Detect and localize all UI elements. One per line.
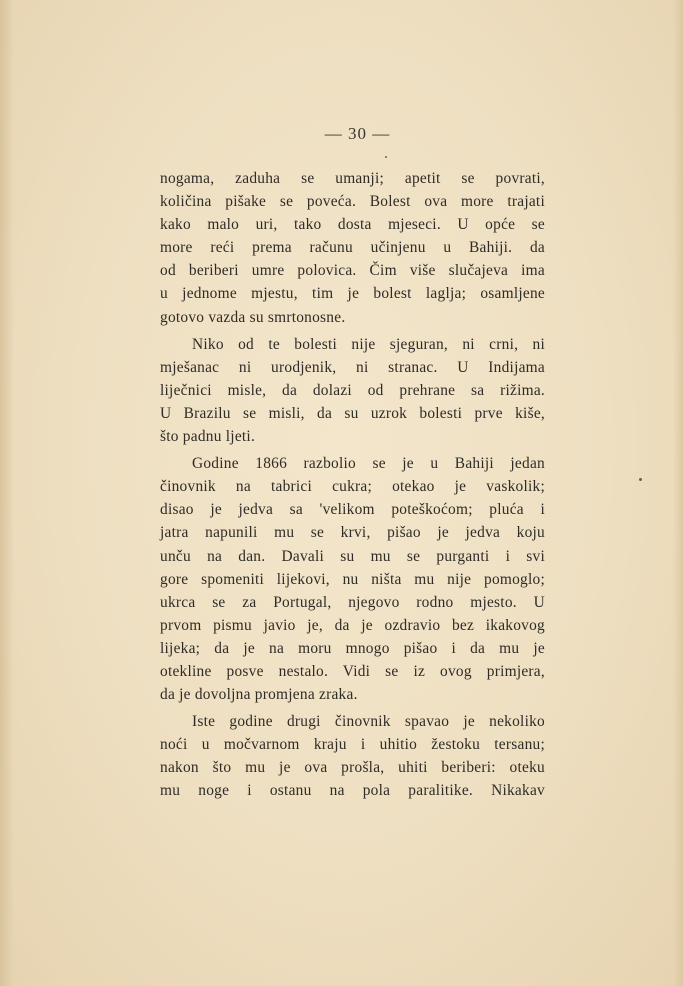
text-line: u jednome mjestu, tim je bolest laglja; osamljene [160, 285, 545, 303]
text-line: otekline posve nestalo. Vidi se iz ovog primjera, [160, 662, 545, 680]
text-line: da je dovoljna promjena zraka. [160, 686, 358, 704]
text-line: što padnu ljeti. [160, 428, 256, 446]
text-line: U Brazilu se misli, da su uzrok bolesti prve kiše, [160, 404, 545, 422]
text-line: nakon što mu je ova prošla, uhiti beriberi: oteku [160, 759, 545, 777]
page-edge-shadow-right [673, 0, 683, 986]
text-line: ukrca se za Portugal, njegovo rodno mjesto. U [160, 593, 545, 611]
text-line: prvom pismu javio je, da je ozdravio bez ikakovog [160, 616, 545, 634]
text-line: od beriberi umre polovica. Čim više slučajeva ima [160, 262, 545, 280]
paper-speck [639, 478, 642, 481]
paragraph-4 [160, 710, 545, 802]
text-line: jatra napunili mu se krvi, pišao je jedva koju [160, 524, 545, 542]
text-line: gotovo vazda su smrtonosne. [160, 308, 346, 326]
text-line: more reći prema računu učinjenu u Bahiji. da [160, 239, 545, 257]
text-line: nogama, zaduha se umanji; apetit se povrati, [160, 170, 545, 187]
paper-speck [385, 156, 387, 158]
paragraph-3 [160, 452, 545, 706]
text-line: Iste godine drugi činovnik spavao je nekoliko [192, 713, 545, 731]
text-line: noći u močvarnom kraju i uhitio žestoku tersanu; [160, 736, 545, 754]
text-line: činovnik na tabrici cukra; otekao je vaskolik; [160, 478, 545, 496]
page-edge-shadow-left [0, 0, 14, 986]
body-text [160, 167, 545, 803]
text-line: mu noge i ostanu na pola paralitike. Nikakav [160, 782, 545, 800]
text-line: unču na dan. Davali su mu se purganti i svi [160, 547, 545, 565]
text-line: liječnici misle, da dolazi od prehrane sa rižima. [160, 381, 545, 399]
text-line: Godine 1866 razbolio se je u Bahiji jedan [192, 455, 545, 473]
text-line: Niko od te bolesti nije sjeguran, ni crni, ni [192, 335, 545, 353]
text-line: disao je jedva sa 'velikom poteškoćom; pluća i [160, 501, 545, 519]
text-line: kako malo uri, tako dosta mjeseci. U opće se [160, 216, 545, 234]
text-line: gore spomeniti lijekovi, nu ništa mu nije pomoglo; [160, 570, 545, 588]
paragraph-1 [160, 167, 545, 329]
paragraph-2 [160, 333, 545, 448]
text-line: mješanac ni urodjenik, ni stranac. U Indijama [160, 358, 545, 376]
page-number: — 30 — [324, 124, 391, 143]
text-line: lijeka; da je na moru mnogo pišao i da mu je [160, 639, 545, 657]
text-line: količina pišake se poveća. Bolest ova more trajati [160, 193, 545, 211]
